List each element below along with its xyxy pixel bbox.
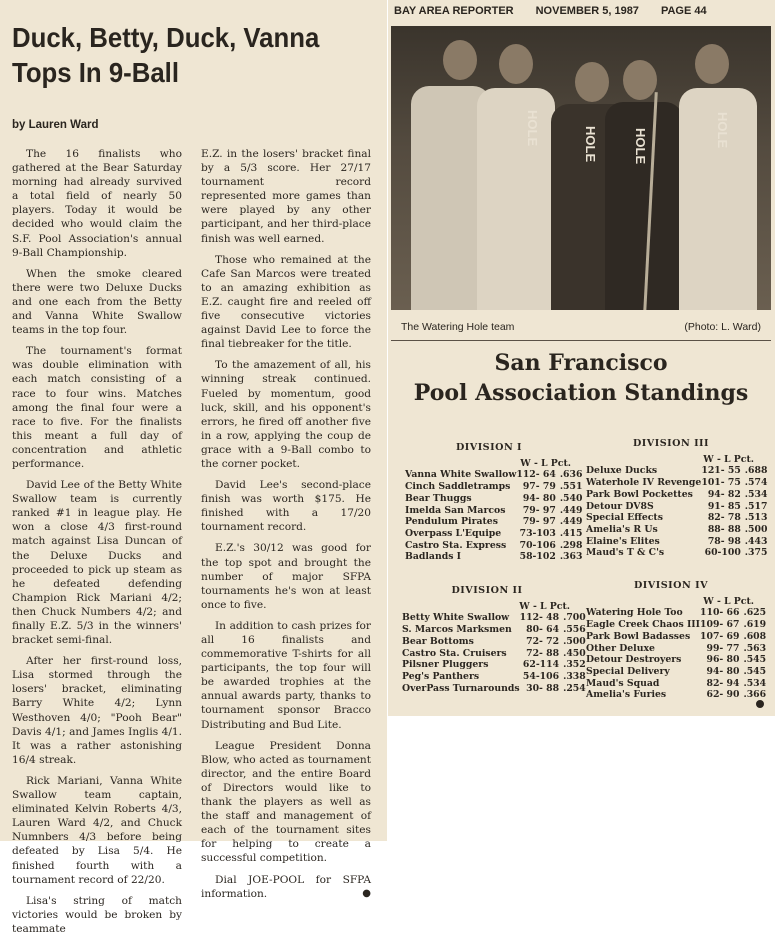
win-loss: 112- 64 xyxy=(516,469,556,481)
team-name: Overpass L'Equipe xyxy=(405,527,502,539)
win-loss: 72- 72 xyxy=(526,635,560,647)
team-name: Special Delivery xyxy=(586,665,670,677)
win-loss: 82- 94 xyxy=(706,677,740,689)
win-percentage: .619 xyxy=(743,619,767,631)
standings-table xyxy=(405,469,582,563)
page-number: PAGE 44 xyxy=(660,5,707,17)
team-name: Maud's T & C's xyxy=(586,547,665,559)
win-percentage: .363 xyxy=(559,551,583,563)
team-name: Eagle Creek Chaos III xyxy=(586,619,701,631)
win-percentage: .545 xyxy=(743,665,767,677)
win-loss: 94- 82 xyxy=(707,488,741,500)
paragraph: League President Donna Blow, who acted as tournament director, and the entire Board of Directors would like to thank the players as well as the staff and management of each of the tournament sites for helping to create a successful competition. xyxy=(201,739,371,865)
win-loss: 62- 90 xyxy=(706,689,740,701)
win-loss: 88- 88 xyxy=(707,523,741,535)
win-loss: 99- 77 xyxy=(706,642,740,654)
table-row xyxy=(405,516,582,528)
team-name: Detour DV8S xyxy=(586,500,654,512)
paragraph: E.Z. in the losers' bracket final by a 5/3 score. Her 27/17 tournament record represented more games than were played by any other participant, and her third-place finish was well earned. xyxy=(201,148,371,245)
table-row xyxy=(586,631,766,643)
win-percentage: .450 xyxy=(563,647,586,659)
win-percentage: .298 xyxy=(559,539,583,551)
division-title: DIVISION II xyxy=(451,585,523,596)
paragraph: After her first-round loss, Lisa stormed through the losers' bracket, eliminating Barry White 4/2; Lynn Westhoven 4/0; "Pooh Bear" Davis 4/1; and James Inglis 4/1. It was a rather astonishing 16/4 streak. xyxy=(12,655,182,766)
win-percentage: .551 xyxy=(559,481,583,493)
team-name: Amelia's R Us xyxy=(586,523,658,535)
table-row xyxy=(586,654,766,666)
paragraph: The tournament's format was double elimination with each match consisting of a race to four wins. Matches among the final four were a race to five. For the finalists this meant a full day of concentration and athletic performance. xyxy=(12,345,182,470)
win-loss: 94- 80 xyxy=(706,665,740,677)
shirt-text: HOLE xyxy=(583,126,598,163)
win-loss: 101- 75 xyxy=(701,477,741,489)
win-loss: 96- 80 xyxy=(706,654,740,666)
team-name: Waterhole IV Revenge xyxy=(586,477,702,489)
byline: by Lauren Ward xyxy=(12,119,99,131)
table-row xyxy=(402,683,586,695)
win-loss: 91- 85 xyxy=(707,500,741,512)
photo-credit: (Photo: L. Ward) xyxy=(684,321,761,333)
table-row xyxy=(405,528,582,540)
win-percentage: .500 xyxy=(563,635,586,647)
team-name: Deluxe Ducks xyxy=(586,465,658,477)
win-percentage: .545 xyxy=(743,654,767,666)
win-percentage: .563 xyxy=(743,642,767,654)
table-row xyxy=(402,671,586,683)
end-mark-icon: ● xyxy=(362,887,371,899)
team-name: Badlands I xyxy=(405,551,462,563)
win-percentage: .534 xyxy=(743,677,767,689)
win-loss: 80- 64 xyxy=(526,624,560,636)
win-loss: 70-106 xyxy=(519,539,556,551)
team-photo xyxy=(391,26,771,310)
team-name: Detour Destroyers xyxy=(586,654,682,666)
win-percentage: .608 xyxy=(743,630,767,642)
shirt-text: HOLE xyxy=(715,112,730,149)
table-row xyxy=(586,501,767,513)
win-loss: 72- 88 xyxy=(526,647,560,659)
win-percentage: .415 xyxy=(559,527,583,539)
win-percentage: .513 xyxy=(744,512,768,524)
win-loss: 97- 79 xyxy=(522,481,556,493)
team-name: Amelia's Furies xyxy=(586,689,667,701)
team-name: Imelda San Marcos xyxy=(405,504,506,516)
table-row xyxy=(402,624,586,636)
paragraph: E.Z.'s 30/12 was good for the top spot and brought the number of major SFPA tournaments he's won at least once to five. xyxy=(201,542,371,611)
column-header: W - L Pct. xyxy=(519,600,570,612)
win-percentage: .688 xyxy=(744,465,768,477)
table-row xyxy=(586,643,766,655)
win-percentage: .636 xyxy=(559,469,583,481)
win-loss: 79- 97 xyxy=(522,504,556,516)
team-name: Peg's Panthers xyxy=(402,670,480,682)
paragraph xyxy=(201,873,371,901)
division-2 xyxy=(402,585,586,694)
standings-table xyxy=(586,465,767,559)
masthead xyxy=(394,5,754,17)
table-row xyxy=(586,465,767,477)
win-loss: 73-103 xyxy=(519,527,556,539)
table-row xyxy=(586,607,766,619)
paragraph-text: Dial JOE-POOL for SFPA information. xyxy=(201,873,371,900)
win-percentage: .449 xyxy=(559,504,583,516)
team-name: Castro Sta. Cruisers xyxy=(402,647,507,659)
article-column-2 xyxy=(201,147,371,908)
paragraph: When the smoke cleared there were two Deluxe Ducks and one each from the Betty and Vanna White Swallow teams in the top four. xyxy=(12,267,182,337)
standings-title-line-1: San Francisco xyxy=(494,350,668,376)
column-header: W - L Pct. xyxy=(520,457,571,469)
team-name: Bear Bottoms xyxy=(402,635,474,647)
paragraph: Those who remained at the Cafe San Marcos were treated to an amazing exhibition as E.Z. caught fire and reeled off five consecutive victories against David Lee to force the final tiebreaker for the title. xyxy=(201,253,371,351)
win-loss: 30- 88 xyxy=(526,682,560,694)
table-row xyxy=(586,619,766,631)
team-name: Maud's Squad xyxy=(586,677,660,689)
table-row xyxy=(586,666,766,678)
win-loss: 62-114 xyxy=(522,659,560,671)
table-row xyxy=(405,469,582,481)
team-name: S. Marcos Marksmen xyxy=(402,624,512,636)
table-row xyxy=(586,489,767,501)
win-percentage: .517 xyxy=(744,500,768,512)
win-loss: 82- 78 xyxy=(707,512,741,524)
win-percentage: .556 xyxy=(563,624,586,636)
table-row xyxy=(405,493,582,505)
division-3 xyxy=(586,438,768,559)
win-loss: 60-100 xyxy=(704,547,741,559)
win-percentage: .366 xyxy=(743,689,767,701)
win-loss: 79- 97 xyxy=(522,516,556,528)
division-4 xyxy=(586,580,767,701)
win-loss: 110- 66 xyxy=(700,607,740,619)
table-row xyxy=(586,678,766,690)
win-loss: 94- 80 xyxy=(522,492,556,504)
headline: Duck, Betty, Duck, Vanna Tops In 9-Ball xyxy=(12,22,320,88)
table-row xyxy=(586,524,767,536)
column-header: W - L Pct. xyxy=(703,595,754,607)
paragraph: In addition to cash prizes for all 16 finalists and commemorative T-shirts for all participants, the top four will be awarded trophies at the annual awards party, thanks to tournament sponsor Bracco Distributing and Bud Lite. xyxy=(201,619,371,731)
win-percentage: .443 xyxy=(744,535,768,547)
win-loss: 109- 67 xyxy=(700,619,740,631)
team-name: Elaine's Elites xyxy=(586,535,660,547)
table-row xyxy=(405,505,582,517)
win-percentage: .574 xyxy=(744,477,768,489)
win-percentage: .500 xyxy=(744,523,768,535)
standings-table xyxy=(586,607,766,701)
table-row xyxy=(586,536,767,548)
end-mark-icon xyxy=(756,700,764,708)
table-row xyxy=(402,648,586,660)
paragraph: David Lee of the Betty White Swallow team is currently ranked #1 in league play. He won a close 4/3 first-round match against Lisa Duncan of the Deluxe Ducks and proceeded to pick up steam as he defeated defending Champion Rick Mariani 4/2; then Chuck Numbers 4/2; and finally E.Z. 5/3 in the winners' bracket semi-final. xyxy=(12,479,182,647)
standings-title-line-2: Pool Association Standings xyxy=(413,380,749,406)
team-name: Pilsner Pluggers xyxy=(402,659,489,671)
column-header: W - L Pct. xyxy=(703,453,754,465)
table-row xyxy=(405,481,582,493)
win-percentage: .338 xyxy=(563,670,586,682)
table-row xyxy=(402,612,586,624)
table-row xyxy=(405,551,582,563)
win-loss: 78- 98 xyxy=(707,535,741,547)
standings-table xyxy=(402,612,586,694)
win-percentage: .375 xyxy=(744,547,768,559)
table-row xyxy=(586,547,767,559)
team-name: Watering Hole Too xyxy=(586,607,683,619)
photo-caption xyxy=(401,321,761,333)
table-row xyxy=(405,540,582,552)
shirt-text: HOLE xyxy=(525,110,540,147)
caption-text: The Watering Hole team xyxy=(401,321,515,333)
team-name: Park Bowl Pockettes xyxy=(586,488,693,500)
team-name: Betty White Swallow xyxy=(402,612,510,624)
win-loss: 54-106 xyxy=(522,670,560,682)
issue-date: NOVEMBER 5, 1987 xyxy=(535,5,639,17)
win-loss: 121- 55 xyxy=(701,465,741,477)
paragraph: Rick Mariani, Vanna White Swallow team captain, eliminated Kelvin Roberts 4/3, Lauren Ward 4/2, and Chuck Numnbers 4/3 before being defeated by Lisa 5/4. He finished fourth with a tournament record of 22/20. xyxy=(12,774,182,886)
win-loss: 112- 48 xyxy=(519,612,560,624)
article-column-1 xyxy=(12,147,182,943)
team-name: Other Deluxe xyxy=(586,642,655,654)
team-name: Cinch Saddletramps xyxy=(405,481,511,493)
division-title: DIVISION IV xyxy=(633,580,709,591)
win-percentage: .534 xyxy=(744,488,768,500)
division-1 xyxy=(405,442,583,563)
division-title: DIVISION III xyxy=(632,438,710,449)
win-loss: 107- 69 xyxy=(700,630,740,642)
win-percentage: .449 xyxy=(559,516,583,528)
paragraph: The 16 finalists who gathered at the Bear Saturday morning had already survived a total field of nearly 50 players. Today it would be decided who would claim the S.F. Pool Association's annual 9-Ball Championship. xyxy=(12,148,182,259)
paragraph: David Lee's second-place finish was worth $175. He finished with a 17/20 tournament record. xyxy=(201,479,371,534)
win-percentage: .540 xyxy=(559,492,583,504)
table-row xyxy=(402,659,586,671)
team-name: Bear Thuggs xyxy=(405,492,472,504)
team-name: Park Bowl Badasses xyxy=(586,630,691,642)
table-row xyxy=(402,636,586,648)
paper-name: BAY AREA REPORTER xyxy=(394,5,514,17)
win-percentage: .625 xyxy=(743,607,767,619)
table-row xyxy=(586,689,766,701)
table-row xyxy=(586,512,767,524)
win-percentage: .254 xyxy=(563,682,586,694)
team-name: Castro Sta. Express xyxy=(405,539,507,551)
win-percentage: .700 xyxy=(563,612,586,624)
team-name: Pendulum Pirates xyxy=(405,516,498,528)
divider xyxy=(391,340,771,341)
shirt-text: HOLE xyxy=(633,128,648,165)
table-row xyxy=(586,477,767,489)
team-name: OverPass Turnarounds xyxy=(402,682,520,694)
division-title: DIVISION I xyxy=(455,442,523,453)
win-loss: 58-102 xyxy=(519,551,556,563)
paragraph: To the amazement of all, his winning streak continued. Fueled by momentum, good luck, skill, and his opponent's errors, he fired off another five in a row, applying the coup de grace with a 9-Ball combo to the corner pocket. xyxy=(201,359,371,470)
paragraph: Lisa's string of match victories would be broken by teammate xyxy=(12,894,182,935)
standings-title xyxy=(391,348,771,408)
win-percentage: .352 xyxy=(563,659,586,671)
team-name: Special Effects xyxy=(586,512,663,524)
team-name: Vanna White Swallow xyxy=(405,469,517,481)
